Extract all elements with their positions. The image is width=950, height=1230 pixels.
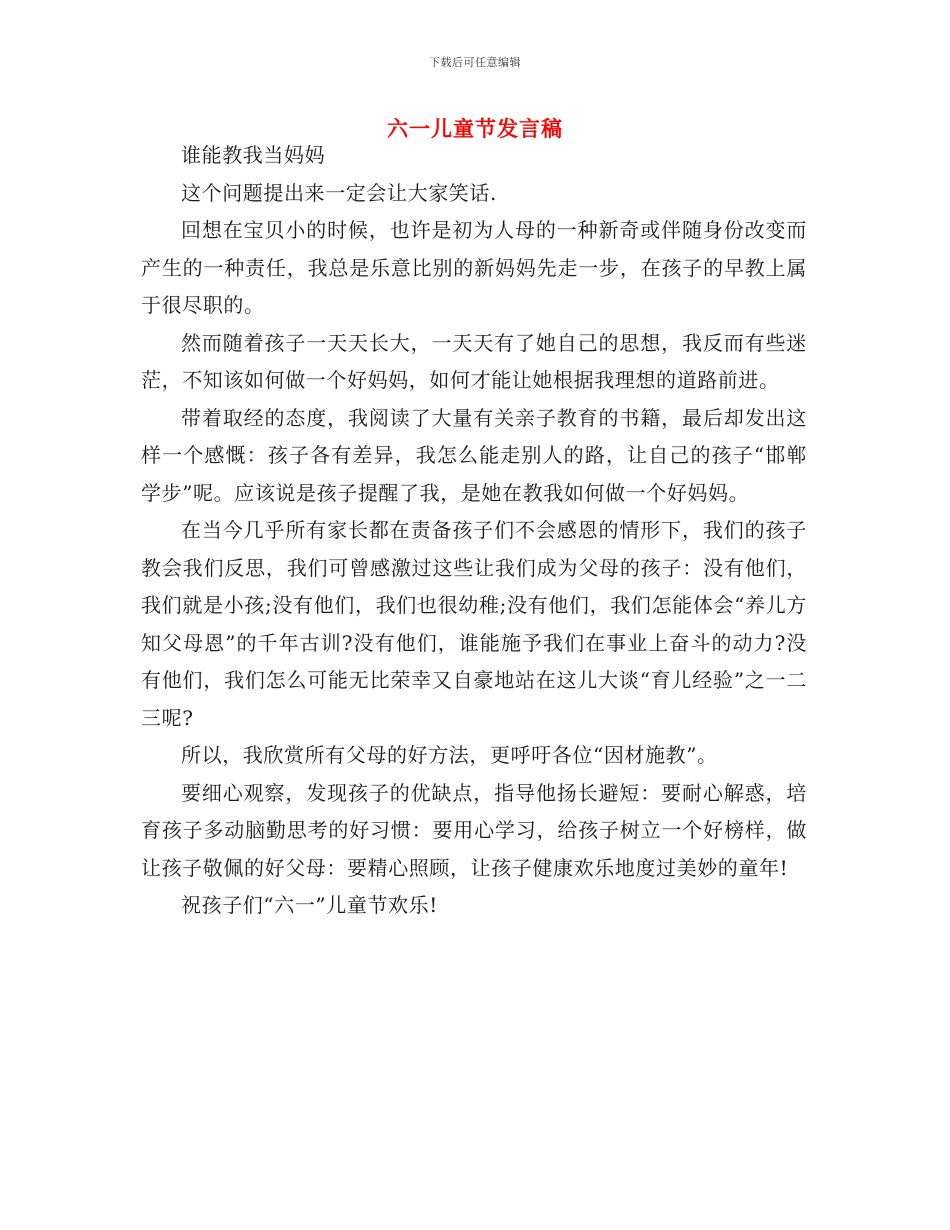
paragraph: 所以，我欣赏所有父母的好方法，更呼吁各位“因材施教”。 bbox=[181, 743, 718, 767]
paragraph: 回想在宝贝小的时候，也许是初为人母的一种新奇或伴随身份改变而产生的一种责任，我总是乐意比别的新妈妈先走一步，在孩子的早教上属于很尽职的。 bbox=[141, 218, 807, 317]
paragraph: 然而随着孩子一天天长大，一天天有了她自己的思想，我反而有些迷茫，不知该如何做一个好妈妈，如何才能让她根据我理想的道路前进。 bbox=[141, 330, 807, 392]
paragraph: 在当今几乎所有家长都在责备孩子们不会感恩的情形下，我们的孩子教会我们反思，我们可曾感激过这些让我们成为父母的孩子：没有他们，我们就是小孩;没有他们，我们也很幼稚;没有他们，我们怎能体会“养儿方知父母恩”的千年古训?没有他们，谁能施予我们在事业上奋斗的动力?没有他们，我们怎么可能无比荣幸又自豪地站在这儿大谈“育儿经验”之一二三呢? bbox=[141, 518, 807, 730]
header-note: 下载后可任意编辑 bbox=[429, 56, 521, 69]
document-body bbox=[141, 137, 807, 925]
paragraph: 带着取经的态度，我阅读了大量有关亲子教育的书籍，最后却发出这样一个感慨：孩子各有差异，我怎么能走别人的路，让自己的孩子“邯郸学步”呢。应该说是孩子提醒了我，是她在教我如何做一个好妈妈。 bbox=[141, 405, 807, 505]
paragraph: 要细心观察，发现孩子的优缺点，指导他扬长避短：要耐心解惑，培育孩子多动脑勤思考的好习惯：要用心学习，给孩子树立一个好榜样，做让孩子敬佩的好父母：要精心照顾，让孩子健康欢乐地度过美妙的童年! bbox=[141, 780, 807, 880]
document-title: 六一儿童节发言稿 bbox=[387, 117, 563, 141]
paragraph: 这个问题提出来一定会让大家笑话. bbox=[181, 180, 497, 205]
paragraph: 谁能教我当妈妈 bbox=[181, 143, 326, 167]
paragraph: 祝孩子们“六一”儿童节欢乐! bbox=[181, 893, 438, 917]
